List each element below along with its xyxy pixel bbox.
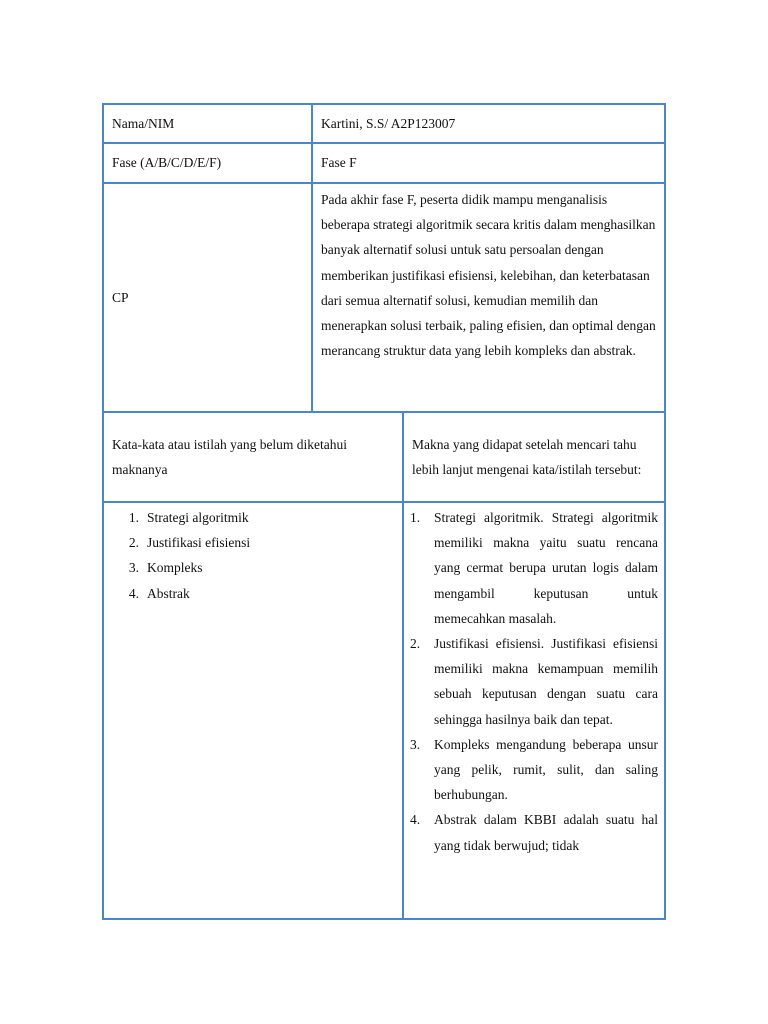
list-item: 2. Justifikasi efisiensi. Justifikasi efisiensi memiliki makna kemampuan memilih sebuah keputusan dengan suatu cara sehingga hasilnya baik dan tepat. [410, 631, 658, 732]
fase-label: Fase (A/B/C/D/E/F) [112, 155, 222, 170]
list-item: 3. Kompleks [118, 555, 394, 580]
list-item: 2. Justifikasi efisiensi [118, 530, 394, 555]
term-text: Strategi algoritmik [147, 510, 249, 525]
fase-label-cell [102, 142, 313, 184]
meanings-header: Makna yang didapat setelah mencari tahu lebih lanjut mengenai kata/istilah tersebut: [412, 436, 642, 477]
meaning-text: Abstrak dalam KBBI adalah suatu hal yang tidak berwujud; tidak [434, 812, 658, 853]
term-text: Justifikasi efisiensi [147, 535, 251, 551]
meanings-header-cell [402, 411, 666, 503]
term-text: Abstrak [147, 585, 190, 601]
list-item: 1. Strategi algoritmik [118, 505, 394, 530]
nama-value-cell [311, 103, 666, 144]
cp-label: CP [112, 289, 129, 305]
term-text: Kompleks [147, 560, 203, 576]
worksheet-table [102, 103, 666, 920]
terms-header-cell [102, 411, 404, 503]
list-item: 4. Abstrak dalam KBBI adalah suatu hal yang tidak berwujud; tidak [410, 807, 658, 857]
nama-label: Nama/NIM [112, 115, 175, 131]
terms-list [118, 505, 394, 606]
list-item: 4. Abstrak [118, 581, 394, 606]
meaning-text: Justifikasi efisiensi. Justifikasi efisiensi memiliki makna kemampuan memilih sebuah keputusan dengan suatu cara sehingga hasilnya baik dan tepat. [434, 636, 658, 727]
list-item: 1. Strategi algoritmik. Strategi algoritmik memiliki makna yaitu suatu rencana yang cermat berupa urutan logis dalam mengambil keputusan untuk memecahkan masalah. [410, 505, 658, 631]
meanings-list [410, 505, 658, 858]
nama-value: Kartini, S.S/ A2P123007 [321, 115, 456, 131]
cp-value-cell [311, 182, 666, 413]
meaning-text: Kompleks mengandung beberapa unsur yang pelik, rumit, sulit, dan saling berhubungan. [434, 736, 658, 803]
cp-description: Pada akhir fase F, peserta didik mampu menganalisis beberapa strategi algoritmik secara kritis dalam menghasilkan banyak alternatif solusi untuk satu persoalan dengan memberikan justifikasi efisiensi, kelebihan, dan keterbatasan dari semua alternatif solusi, kemudian memilih dan menerapkan solusi terbaik, paling efisien, dan optimal dengan merancang struktur data yang lebih kompleks dan abstrak. [321, 192, 656, 359]
fase-value-cell [311, 142, 666, 184]
cp-label-cell [102, 182, 313, 413]
fase-value: Fase F [321, 155, 357, 170]
terms-header: Kata-kata atau istilah yang belum diketahui maknanya [112, 436, 348, 477]
list-item: 3. Kompleks mengandung beberapa unsur yang pelik, rumit, sulit, dan saling berhubungan. [410, 732, 658, 808]
nama-label-cell [102, 103, 313, 144]
terms-cell [102, 501, 404, 920]
meaning-text: Strategi algoritmik. Strategi algoritmik memiliki makna yaitu suatu rencana yang cermat berupa urutan logis dalam mengambil keputusan untuk memecahkan masalah. [434, 510, 658, 626]
meanings-cell [402, 501, 666, 920]
